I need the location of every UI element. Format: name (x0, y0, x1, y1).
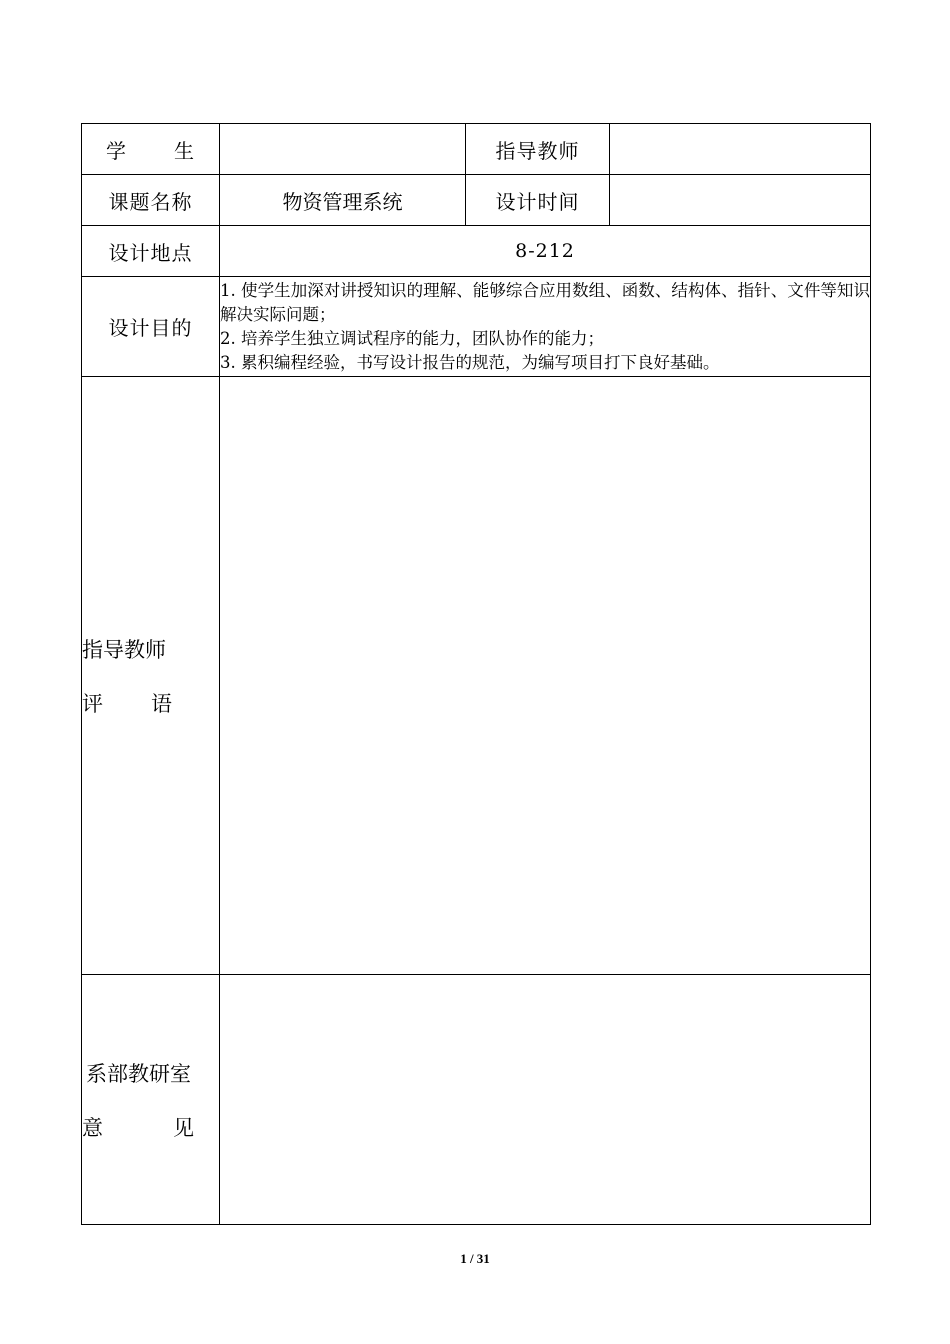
dept-opinion-label-char-2: 见 (173, 1115, 194, 1140)
row-location (82, 226, 871, 277)
purpose-item-1: 1. 使学生加深对讲授知识的理解、能够综合应用数组、函数、结构体、指针、文件等知识解决实际问题； (220, 280, 870, 324)
purpose-label-cell: 设计目的 (82, 277, 220, 377)
dept-opinion-value-cell[interactable] (220, 975, 871, 1225)
row-dept-opinion (82, 975, 871, 1225)
dept-opinion-label-cell (82, 975, 220, 1225)
location-value-cell[interactable]: 8-212 (220, 226, 871, 277)
purpose-item-3: 3. 累积编程经验，书写设计报告的规范，为编写项目打下良好基础。 (220, 352, 720, 372)
row-advisor-comment (82, 377, 871, 975)
advisor-comment-label-line-2 (82, 688, 172, 718)
topic-label-cell: 课题名称 (82, 175, 220, 226)
dept-opinion-label-line-2 (82, 1112, 194, 1142)
student-label-char-2: 生 (174, 138, 195, 163)
row-purpose (82, 277, 871, 377)
row-topic (82, 175, 871, 226)
dept-opinion-label-char-1: 意 (82, 1115, 103, 1140)
advisor-comment-label-char-1: 评 (82, 691, 103, 716)
dept-opinion-label-line-1: 系部教研室 (86, 1061, 191, 1086)
student-value-cell[interactable] (220, 124, 466, 175)
advisor-value-cell[interactable] (610, 124, 871, 175)
student-label-char-1: 学 (106, 138, 127, 163)
advisor-comment-value-cell[interactable] (220, 377, 871, 975)
row-student (82, 124, 871, 175)
design-time-label-cell: 设计时间 (466, 175, 610, 226)
purpose-item-2: 2. 培养学生独立调试程序的能力，团队协作的能力； (220, 328, 604, 348)
advisor-label-cell: 指导教师 (466, 124, 610, 175)
topic-value-cell[interactable]: 物资管理系统 (220, 175, 466, 226)
course-design-form (81, 123, 871, 1225)
student-label-cell (82, 124, 220, 175)
advisor-comment-label-line-1: 指导教师 (82, 637, 166, 662)
page-number: 1 / 31 (460, 1251, 490, 1266)
design-time-value-cell[interactable] (610, 175, 871, 226)
advisor-comment-label-cell (82, 377, 220, 975)
purpose-text-cell (220, 277, 871, 377)
location-label-cell: 设计地点 (82, 226, 220, 277)
advisor-comment-label-char-2: 语 (151, 691, 172, 716)
